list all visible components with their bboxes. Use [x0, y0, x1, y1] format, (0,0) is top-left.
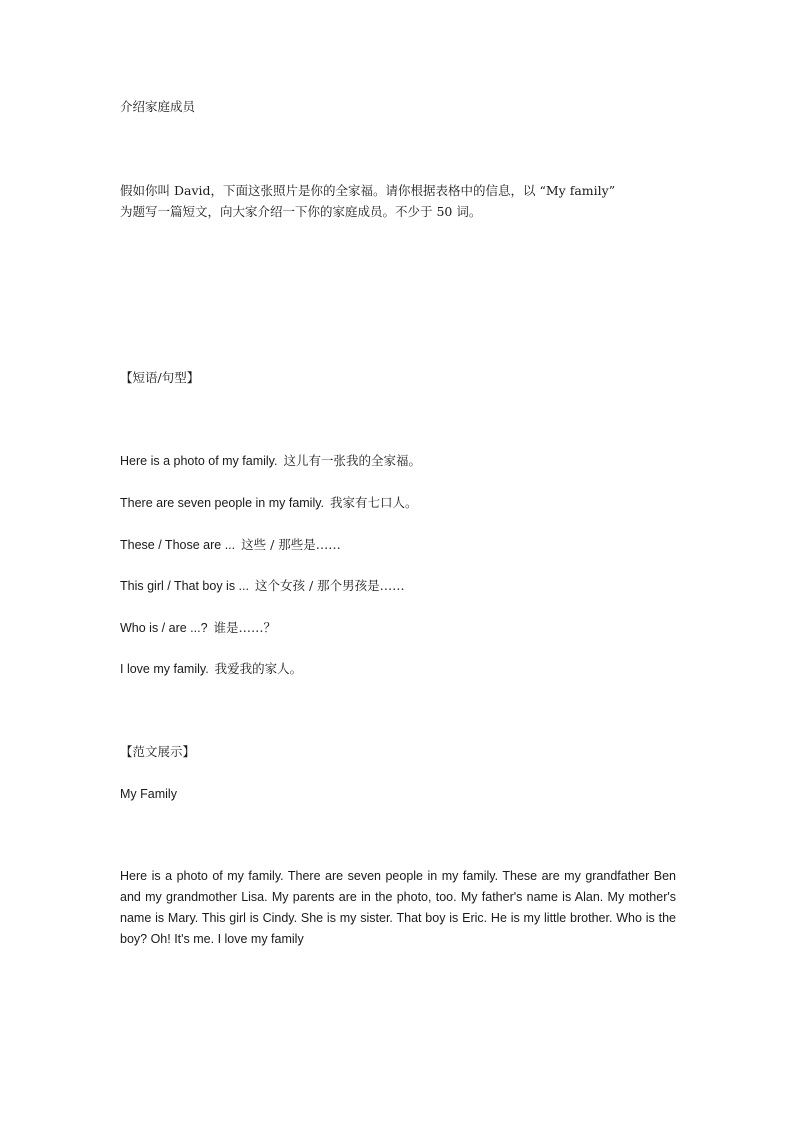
phrase-chinese: 这个女孩 / 那个男孩是……	[254, 578, 405, 593]
phrase-english: Who is / are ...?	[120, 621, 208, 635]
phrase-item	[120, 451, 421, 471]
writing-prompt	[120, 180, 680, 222]
phrase-item	[120, 659, 302, 679]
sample-heading: 【范文展示】	[120, 744, 196, 759]
sample-essay: Here is a photo of my family. There are seven people in my family. These are my grandfather Ben and my grandmother Lisa. My parents are in the photo, too. My father's name is Alan. My mother's name is Mary. This girl is Cindy. She is my sister. That boy is Eric. He is my little brother. Who is the boy? Oh! It's me. I love my family	[120, 869, 676, 946]
phrase-english: There are seven people in my family.	[120, 496, 325, 510]
phrase-item	[120, 493, 418, 513]
phrase-english: I love my family.	[120, 662, 209, 676]
phrase-english: These / Those are ...	[120, 538, 236, 552]
phrase-item	[120, 618, 276, 638]
phrase-item	[120, 576, 405, 596]
sample-title: My Family	[120, 787, 177, 801]
phrase-english: Here is a photo of my family.	[120, 454, 278, 468]
prompt-line-1: 假如你叫 David，下面这张照片是你的全家福。请你根据表格中的信息，以 “My family”	[120, 183, 616, 198]
document-title: 介绍家庭成员	[120, 99, 196, 114]
phrase-english: This girl / That boy is ...	[120, 579, 249, 593]
phrase-chinese: 这儿有一张我的全家福。	[283, 453, 421, 468]
phrase-chinese: 这些 / 那些是……	[241, 537, 341, 552]
phrase-item	[120, 535, 341, 555]
phrases-heading: 【短语/句型】	[120, 370, 200, 385]
phrase-chinese: 我爱我的家人。	[214, 661, 303, 676]
phrase-chinese: 谁是……？	[213, 620, 277, 635]
prompt-line-2: 为题写一篇短文，向大家介绍一下你的家庭成员。不少于 50 词。	[120, 204, 482, 219]
phrase-chinese: 我家有七口人。	[330, 495, 418, 510]
